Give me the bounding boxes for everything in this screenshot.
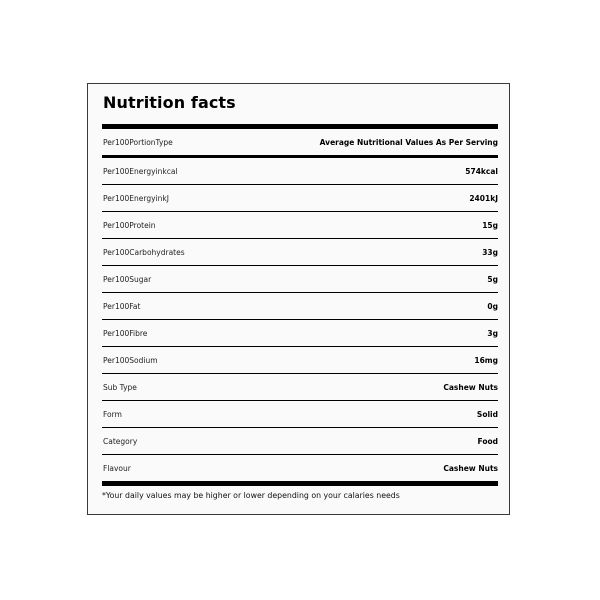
table-row [102, 401, 498, 428]
table-header-row [102, 129, 498, 158]
row-label: Flavour [103, 463, 131, 473]
row-value: 2401kJ [469, 193, 498, 203]
table-row [102, 185, 498, 212]
row-value: 33g [482, 247, 498, 257]
row-label: Per100Sugar [103, 274, 152, 284]
header-value: Average Nutritional Values As Per Serving [319, 137, 498, 147]
row-label: Per100Fibre [103, 328, 148, 338]
table-row [102, 374, 498, 401]
table-row [102, 212, 498, 239]
row-label: Sub Type [103, 382, 137, 392]
row-value: 15g [482, 220, 498, 230]
row-value: Food [477, 436, 498, 446]
row-label: Per100Carbohydrates [103, 247, 185, 257]
row-label: Per100Sodium [103, 355, 158, 365]
bottom-divider [102, 481, 498, 486]
table-row [102, 158, 498, 185]
row-label: Per100EnergyinkJ [103, 193, 169, 203]
row-value: 574kcal [465, 166, 498, 176]
table-row [102, 239, 498, 266]
table-row [102, 347, 498, 374]
row-label: Form [103, 409, 122, 419]
row-value: Solid [476, 409, 498, 419]
row-value: 16mg [474, 355, 498, 365]
row-value: 0g [487, 301, 498, 311]
row-value: Cashew Nuts [443, 382, 498, 392]
table-row [102, 455, 498, 481]
row-label: Per100Protein [103, 220, 156, 230]
row-value: 5g [487, 274, 498, 284]
panel-title: Nutrition facts [103, 93, 236, 112]
table-row [102, 428, 498, 455]
row-label: Per100Energyinkcal [103, 166, 178, 176]
row-value: Cashew Nuts [443, 463, 498, 473]
row-value: 3g [487, 328, 498, 338]
row-label: Category [103, 436, 138, 446]
table-row [102, 266, 498, 293]
header-label: Per100PortionType [103, 137, 173, 147]
footnote: *Your daily values may be higher or lower depending on your calaries needs [102, 491, 400, 500]
row-label: Per100Fat [103, 301, 141, 311]
table-row [102, 320, 498, 347]
nutrition-facts-panel [87, 83, 510, 515]
table-row [102, 293, 498, 320]
nutrition-table [102, 124, 498, 486]
